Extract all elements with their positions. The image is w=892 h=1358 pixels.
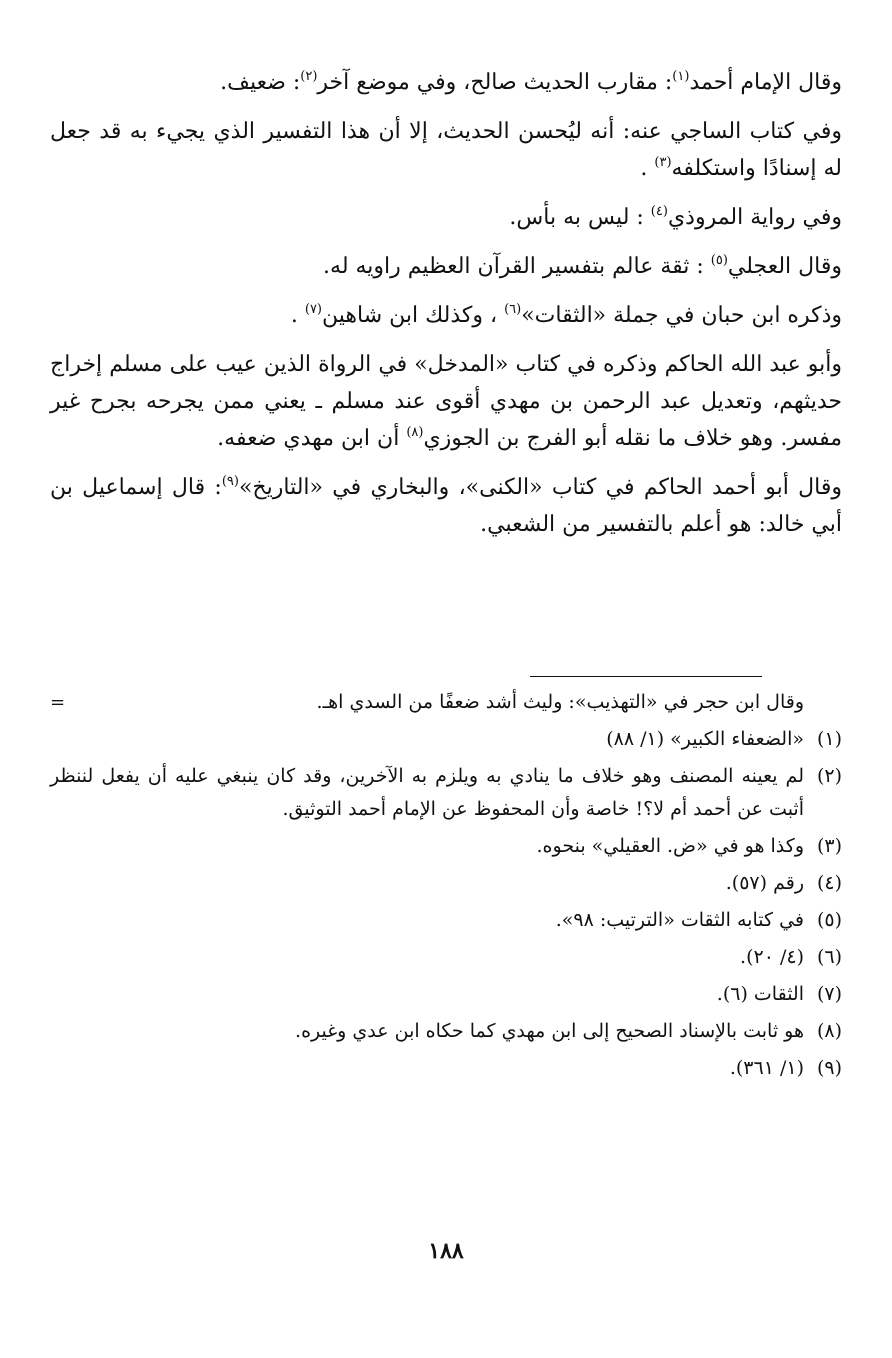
footnote-number: (٨)	[816, 1020, 842, 1042]
footnote-item	[50, 867, 842, 900]
paragraph	[50, 469, 842, 543]
footnote-ref[interactable]: (٨)	[406, 425, 424, 440]
paragraph-text: وقال أبو أحمد الحاكم في كتاب «الكنى»، والبخاري في «التاريخ»	[238, 475, 842, 500]
footnote-number: (٩)	[816, 1057, 842, 1079]
paragraph-text: وقال الإمام أحمد	[689, 70, 842, 95]
footnote-ref[interactable]: (٦)	[504, 302, 522, 317]
footnote-separator	[530, 676, 762, 677]
footnote-number: (١)	[816, 728, 842, 750]
paragraph	[50, 346, 842, 457]
footnote-ref[interactable]: (٣)	[654, 155, 672, 170]
footnote-text: لم يعينه المصنف وهو خلاف ما ينادي به ويلزم به الآخرين، وقد كان ينبغي عليه أن يفعل لننظر أثبت عن أحمد أم لا؟! خاصة وأن المحفوظ عن الإمام أحمد التوثيق.	[50, 765, 804, 820]
footnote-ref[interactable]: (١)	[672, 69, 690, 84]
continuation-mark: =	[50, 692, 66, 713]
footnote-number: (٧)	[816, 983, 842, 1005]
footnote-text: «الضعفاء الكبير» (١/ ٨٨)	[606, 728, 804, 750]
main-text	[50, 64, 842, 555]
footnote-number: (٢)	[816, 765, 842, 787]
paragraph	[50, 297, 842, 334]
footnote-number: (٦)	[816, 946, 842, 968]
footnote-item	[50, 904, 842, 937]
paragraph-text: : ليس به بأس.	[509, 205, 651, 230]
footnote-ref[interactable]: (٢)	[300, 69, 318, 84]
footnote-ref[interactable]: (٥)	[710, 253, 728, 268]
footnote-text: رقم (٥٧).	[725, 872, 804, 894]
paragraph-text: وقال العجلي	[727, 254, 842, 279]
paragraph-text: ، وكذلك ابن شاهين	[322, 303, 505, 328]
footnotes	[50, 686, 842, 1089]
footnote-number: (٥)	[816, 909, 842, 931]
footnote-item	[50, 723, 842, 756]
paragraph	[50, 113, 842, 187]
paragraph	[50, 199, 842, 236]
paragraph-text: وذكره ابن حبان في جملة «الثقات»	[521, 303, 842, 328]
footnote-ref[interactable]: (٤)	[650, 204, 668, 219]
paragraph-text: وأبو عبد الله الحاكم وذكره في كتاب «المدخل» في الرواة الذين عيب على مسلم إخراج حديثهم، وتعديل عبد الرحمن بن مهدي أقوى عند مسلم ـ يعني ممن يجرحه بجرح غير مفسر. وهو خلاف ما نقله أبو الفرج بن الجوزي	[50, 352, 842, 451]
footnote-text: وكذا هو في «ض. العقيلي» بنحوه.	[536, 835, 804, 857]
footnote-number: (٣)	[816, 835, 842, 857]
paragraph	[50, 248, 842, 285]
paragraph-text: وفي رواية المروذي	[667, 205, 842, 230]
footnote-number: (٤)	[816, 872, 842, 894]
footnote-ref[interactable]: (٧)	[304, 302, 322, 317]
paragraph-text: .	[640, 156, 655, 181]
footnote-text: (٤/ ٢٠).	[740, 946, 804, 968]
paragraph	[50, 64, 842, 101]
footnote-text: هو ثابت بالإسناد الصحيح إلى ابن مهدي كما حكاه ابن عدي وغيره.	[295, 1020, 804, 1042]
footnote-ref[interactable]: (٩)	[221, 474, 239, 489]
paragraph-text: أن ابن مهدي ضعفه.	[217, 426, 407, 451]
footnote-text: الثقات (٦).	[716, 983, 804, 1005]
paragraph-text: .	[290, 303, 305, 328]
footnote-item	[50, 978, 842, 1011]
paragraph-text: : قال إسماعيل بن أبي خالد: هو أعلم بالتفسير من الشعبي.	[50, 475, 842, 537]
footnote-item	[50, 760, 842, 826]
footnote-text: وقال ابن حجر في «التهذيب»: وليث أشد ضعفًا من السدي اهـ.	[316, 691, 804, 713]
footnote-item	[50, 941, 842, 974]
paragraph-text: : ضعيف.	[220, 70, 301, 95]
paragraph-text: : مقارب الحديث صالح، وفي موضع آخر	[317, 70, 673, 95]
footnote-continuation	[50, 686, 842, 719]
paragraph-text: : ثقة عالم بتفسير القرآن العظيم راويه له.	[323, 254, 711, 279]
footnote-item	[50, 1015, 842, 1048]
page-number: ١٨٨	[428, 1238, 464, 1264]
paragraph-text: وفي كتاب الساجي عنه: أنه ليُحسن الحديث، إلا أن هذا التفسير الذي يجيء به قد جعل له إسنادًا واستكلفه	[50, 119, 842, 181]
footnote-text: في كتابه الثقات «الترتيب: ٩٨».	[555, 909, 804, 931]
footnote-text: (١/ ٣٦١).	[729, 1057, 804, 1079]
footnote-item	[50, 830, 842, 863]
footnote-item	[50, 1052, 842, 1085]
